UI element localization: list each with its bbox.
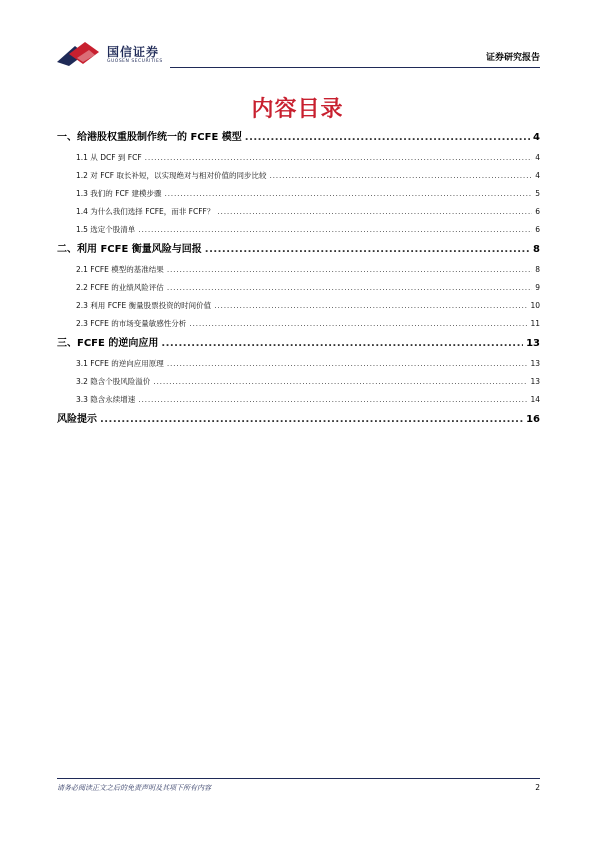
toc-dot-leader: [269, 167, 532, 185]
toc-entry-page: 4: [533, 132, 540, 143]
page-title: 内容目录: [251, 97, 344, 122]
toc-entry-page: 8: [533, 244, 540, 255]
toc-dot-leader: [167, 279, 532, 297]
toc-entry-label: 二、利用 FCFE 衡量风险与回报: [57, 244, 202, 255]
toc-entry-page: 4: [535, 171, 540, 180]
toc-entry-page: 6: [535, 207, 540, 216]
toc-entry-page: 13: [530, 359, 540, 368]
toc-dot-leader: [217, 203, 532, 221]
toc-entry-page: 9: [535, 283, 540, 292]
toc-subsection-entry[interactable]: [57, 373, 540, 391]
toc-dot-leader: [167, 355, 528, 373]
footer-divider: [57, 778, 540, 779]
toc-section-entry[interactable]: [57, 127, 540, 149]
toc-section-entry[interactable]: [57, 409, 540, 431]
toc-subsection-entry[interactable]: [57, 149, 540, 167]
toc-entry-label: 三、FCFE 的逆向应用: [57, 338, 159, 349]
toc-entry-page: 8: [535, 265, 540, 274]
table-of-contents: [57, 127, 540, 431]
toc-entry-label: 3.3 隐含永续增速: [76, 395, 136, 404]
toc-subsection-entry[interactable]: [57, 355, 540, 373]
footer-disclaimer: 请务必阅读正文之后的免责声明及其项下所有内容: [57, 784, 211, 792]
toc-dot-leader: [145, 149, 533, 167]
footer-page-number: 2: [535, 783, 540, 792]
toc-entry-label: 2.1 FCFE 模型的基准结果: [76, 265, 164, 274]
toc-entry-label: 1.3 我们的 FCF 建模步骤: [76, 189, 162, 198]
report-type-label: 证券研究报告: [485, 53, 540, 63]
toc-dot-leader: [189, 315, 527, 333]
toc-entry-page: 5: [535, 189, 540, 198]
toc-subsection-entry[interactable]: [57, 391, 540, 409]
toc-entry-label: 2.3 利用 FCFE 衡量股票投资的时间价值: [76, 301, 212, 310]
toc-entry-label: 1.2 对 FCF 取长补短，以实现绝对与相对价值的同步比较: [76, 171, 267, 180]
toc-dot-leader: [138, 221, 532, 239]
toc-dot-leader: [164, 185, 532, 203]
toc-subsection-entry[interactable]: [57, 203, 540, 221]
toc-subsection-entry[interactable]: [57, 261, 540, 279]
toc-entry-label: 3.2 隐含个股风险溢价: [76, 377, 151, 386]
toc-subsection-entry[interactable]: [57, 221, 540, 239]
toc-entry-page: 16: [526, 414, 540, 425]
toc-entry-label: 1.4 为什么我们选择 FCFE，而非 FCFF？: [76, 207, 215, 216]
toc-subsection-entry[interactable]: [57, 279, 540, 297]
toc-entry-page: 10: [530, 301, 540, 310]
toc-dot-leader: [167, 261, 532, 279]
toc-entry-label: 1.1 从 DCF 到 FCF: [76, 153, 142, 162]
toc-dot-leader: [138, 391, 527, 409]
toc-dot-leader: [153, 373, 527, 391]
guosen-logo: [55, 40, 175, 66]
toc-entry-page: 14: [530, 395, 540, 404]
toc-dot-leader: [161, 333, 523, 355]
toc-entry-page: 13: [526, 338, 540, 349]
toc-dot-leader: [214, 297, 527, 315]
toc-entry-page: 6: [535, 225, 540, 234]
toc-entry-page: 13: [530, 377, 540, 386]
guosen-logo-icon: [55, 40, 103, 66]
toc-dot-leader: [205, 239, 530, 261]
toc-section-entry[interactable]: [57, 239, 540, 261]
toc-entry-label: 2.2 FCFE 的业绩风险评估: [76, 283, 164, 292]
toc-entry-label: 1.5 选定个股清单: [76, 225, 136, 234]
toc-dot-leader: [100, 409, 523, 431]
toc-entry-label: 2.3 FCFE 的市场变量敏感性分析: [76, 319, 187, 328]
page-header: [55, 40, 540, 68]
toc-subsection-entry[interactable]: [57, 315, 540, 333]
toc-entry-label: 3.1 FCFE 的逆向应用原理: [76, 359, 164, 368]
logo-text-cn: 国信证券: [107, 45, 160, 59]
toc-subsection-entry[interactable]: [57, 185, 540, 203]
header-divider: [170, 67, 540, 68]
toc-entry-label: 一、给港股权重股制作统一的 FCFE 模型: [57, 132, 242, 143]
toc-entry-label: 风险提示: [57, 414, 97, 425]
logo-text-en: GUOSEN SECURITIES: [107, 59, 163, 64]
toc-subsection-entry[interactable]: [57, 167, 540, 185]
toc-entry-page: 11: [530, 319, 540, 328]
toc-dot-leader: [245, 127, 530, 149]
toc-entry-page: 4: [535, 153, 540, 162]
toc-section-entry[interactable]: [57, 333, 540, 355]
toc-subsection-entry[interactable]: [57, 297, 540, 315]
